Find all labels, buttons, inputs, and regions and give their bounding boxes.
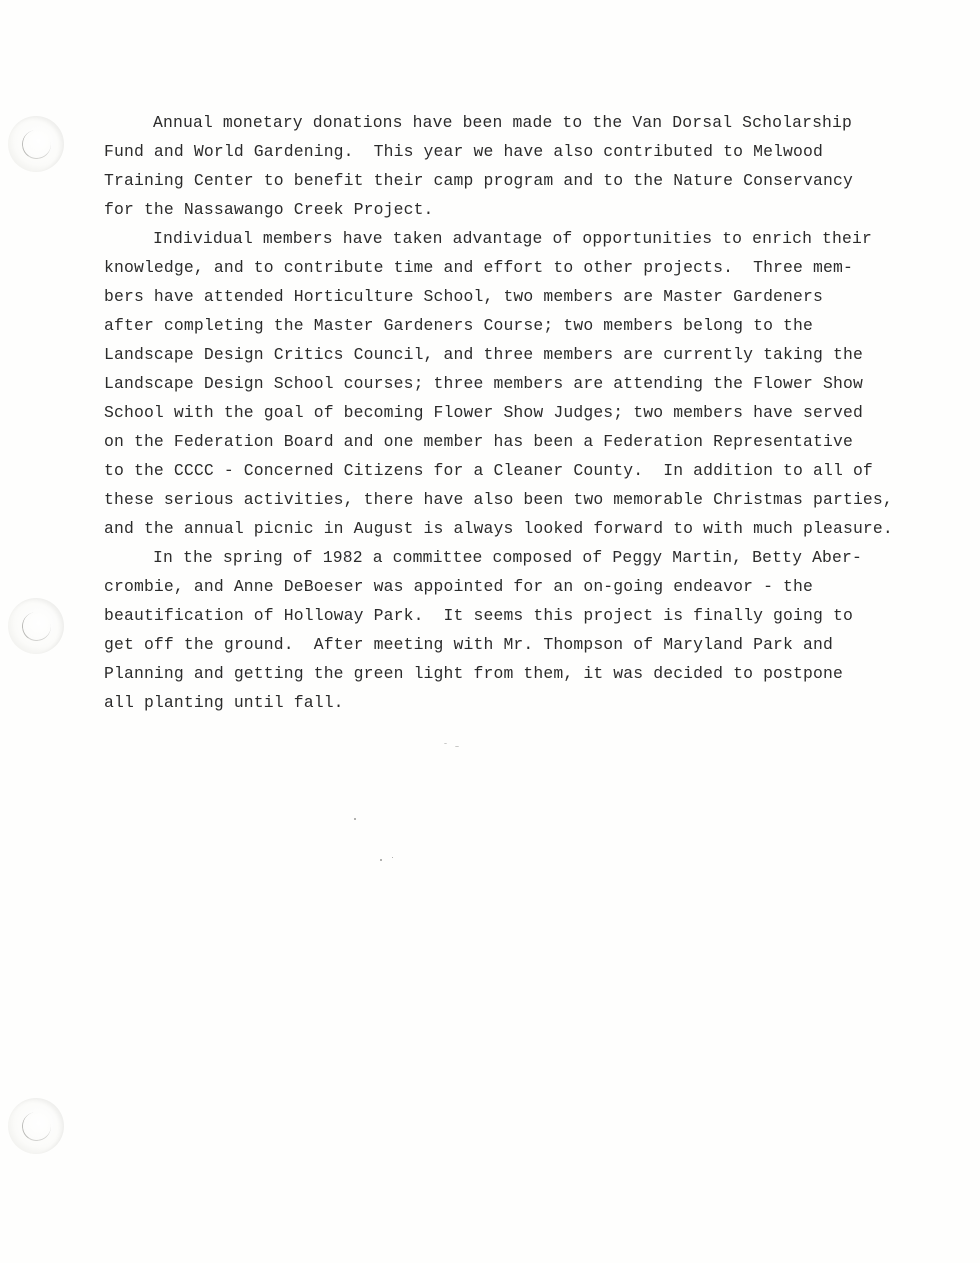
text-line: knowledge, and to contribute time and effort to other projects. Three mem- [104, 258, 853, 277]
punch-hole-middle [8, 598, 64, 654]
paragraph-donations [104, 108, 904, 224]
text-line: to the CCCC - Concerned Citizens for a Cleaner County. In addition to all of [104, 461, 873, 480]
typed-letter-body [104, 108, 904, 717]
text-line: Planning and getting the green light from them, it was decided to postpone [104, 664, 843, 683]
text-line: after completing the Master Gardeners Course; two members belong to the [104, 316, 814, 335]
text-line: In the spring of 1982 a committee composed of Peggy Martin, Betty Aber- [153, 548, 863, 567]
text-line: Landscape Design School courses; three members are attending the Flower Show [104, 374, 863, 393]
text-line: crombie, and Anne DeBoeser was appointed for an on-going endeavor - the [104, 577, 814, 596]
text-line: all planting until fall. [104, 693, 344, 712]
punch-hole-top [8, 116, 64, 172]
text-line: Training Center to benefit their camp program and to the Nature Conservancy [104, 171, 853, 190]
paper-speck [455, 746, 459, 747]
text-line: and the annual picnic in August is always looked forward to with much pleasure. [104, 519, 893, 538]
text-line: Annual monetary donations have been made to the Van Dorsal Scholarship [153, 113, 853, 132]
paragraph-park-project [104, 543, 904, 717]
paper-speck [380, 859, 382, 861]
text-line: get off the ground. After meeting with Mr. Thompson of Maryland Park and [104, 635, 833, 654]
text-line: for the Nassawango Creek Project. [104, 200, 434, 219]
text-line: Individual members have taken advantage of opportunities to enrich their [153, 229, 872, 248]
punch-hole-bottom [8, 1098, 64, 1154]
paper-speck [444, 743, 447, 744]
paper-speck [354, 818, 356, 820]
text-line: School with the goal of becoming Flower Show Judges; two members have served [104, 403, 863, 422]
text-line: beautification of Holloway Park. It seems this project is finally going to [104, 606, 853, 625]
text-line: bers have attended Horticulture School, two members are Master Gardeners [104, 287, 823, 306]
text-line: on the Federation Board and one member has been a Federation Representative [104, 432, 853, 451]
text-line: these serious activities, there have also been two memorable Christmas parties, [104, 490, 893, 509]
text-line: Fund and World Gardening. This year we have also contributed to Melwood [104, 142, 823, 161]
paragraph-member-activities [104, 224, 904, 543]
text-line: Landscape Design Critics Council, and three members are currently taking the [104, 345, 863, 364]
paper-speck [392, 857, 393, 858]
